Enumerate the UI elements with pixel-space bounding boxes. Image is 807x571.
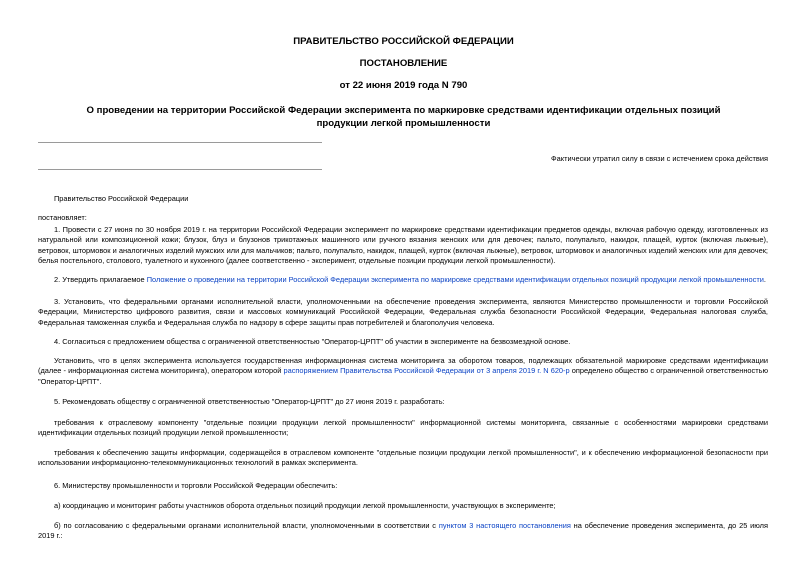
decrees-text: постановляет: [38, 213, 87, 222]
paragraph-1: 1. Провести с 27 июня по 30 ноября 2019 г. на территории Российской Федерации эксперимент по маркировке средствами идентификации предметов одежды, включая рабочую одежду, изготовленных из натуральной или композиционной кожи; блузок, блуз и блузонов трикотажных машинного или ручного вязания женских или для девочек; пальто, полупальто, накидок, плащей, курток (включая лыжные), ветровок, штормовок и аналогичных изделий мужских или для мальчиков; пальто, полупальто, накидок, плащей, курток (включая лыжные), ветровок, штормовок и аналогичных изделий женских или для девочек; белья постельного, столового, туалетного и кухонного (далее соответственно - эксперимент, отдельные позиции продукции легкой промышленности). [38, 225, 768, 266]
paragraph-6b-suffix: на обеспечение проведения эксперимента, до 25 июля 2019 г.: [38, 521, 768, 541]
paragraph-5b: требования к обеспечению защиты информации, содержащейся в отраслевом компоненте "отдельные позиции продукции легкой промышленности", и к обеспечению информационной безопасности при использовании информационно-телекоммуникационных технологий в рамках эксперимента. [38, 448, 768, 468]
paragraph-6b-prefix: б) по согласованию с федеральными органами исполнительной власти, уполномоченными в соответствии с [54, 521, 439, 530]
government-heading: ПРАВИТЕЛЬСТВО РОССИЙСКОЙ ФЕДЕРАЦИИ [293, 36, 514, 47]
paragraph-5a: требования к отраслевому компоненту "отдельные позиции продукции легкой промышленности" информационной системы мониторинга, связанные с особенностями маркировки средствами идентификации отдельных позиций продукции легкой промышленности; [38, 418, 768, 438]
paragraph-6b [38, 521, 768, 542]
paragraph-6: 6. Министерству промышленности и торговли Российской Федерации обеспечить: [54, 481, 338, 490]
date-number-heading: от 22 июня 2019 года N 790 [339, 80, 468, 91]
document-title: О проведении на территории Российской Федерации эксперимента по маркировке средствами идентификации отдельных позиций продукции легкой промышленности [86, 105, 721, 129]
paragraph-2-suffix: . [763, 275, 766, 284]
document-type-heading: ПОСТАНОВЛЕНИЕ [359, 58, 448, 69]
paragraph-6a: а) координацию и мониторинг работы участников оборота отдельных позиций продукции легкой промышленности, участвующих в эксперименте; [54, 501, 556, 510]
regulation-link[interactable]: Положение о проведении на территории Российской Федерации эксперимента по маркировке средствами идентификации отдельных позиций продукции легкой промышленности [146, 275, 764, 284]
clause-3-link[interactable]: пунктом 3 настоящего постановления [438, 521, 571, 530]
status-note: Фактически утратил силу в связи с истечением срока действия [551, 154, 768, 163]
order-620-link[interactable]: распоряжением Правительства Российской Федерации от 3 апреля 2019 г. N 620-р [283, 366, 570, 376]
issuer-text: Правительство Российской Федерации [54, 194, 189, 203]
paragraph-4: 4. Согласиться с предложением общества с ограниченной ответственностью "Оператор-ЦРПТ" об участии в эксперименте на безвозмездной основе. [54, 337, 571, 346]
paragraph-4b [38, 356, 768, 387]
paragraph-4b-suffix: определено общество с ограниченной ответственностью "Оператор-ЦРПТ". [38, 366, 768, 386]
divider-top [38, 142, 322, 143]
paragraph-2-prefix: 2. Утвердить прилагаемое [54, 275, 147, 284]
paragraph-2 [38, 275, 768, 285]
divider-bottom [38, 169, 322, 170]
paragraph-4b-prefix: Установить, что в целях эксперимента используется государственная информационная система мониторинга за оборотом товаров, подлежащих обязательной маркировке средствами идентификации (далее - информационная система мониторинга), оператором которой [38, 356, 768, 376]
paragraph-3: 3. Установить, что федеральными органами исполнительной власти, уполномоченными на обеспечение проведения эксперимента, являются Министерство промышленности и торговли Российской Федерации, Министерство цифрового развития, связи и массовых коммуникаций Российской Федерации, Федеральная служба безопасности Российской Федерации, Федеральная налоговая служба, Федеральная таможенная служба и Федеральная служба по надзору в сфере защиты прав потребителей и благополучия человека. [38, 297, 768, 327]
paragraph-5: 5. Рекомендовать обществу с ограниченной ответственностью "Оператор-ЦРПТ" до 27 июня 2019 г. разработать: [54, 397, 445, 406]
